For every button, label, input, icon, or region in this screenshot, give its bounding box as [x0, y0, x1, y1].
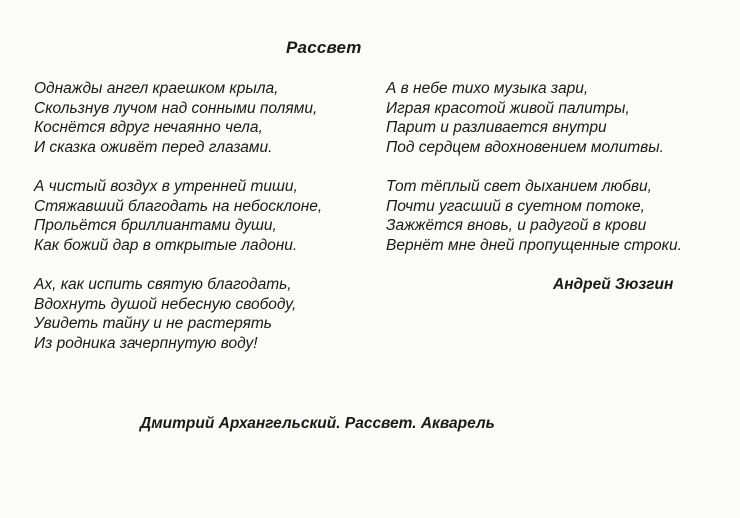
poem-line: Прольётся бриллиантами души,: [34, 217, 277, 235]
poem-line: А чистый воздух в утренней тиши,: [34, 177, 298, 195]
poem-line: Как божий дар в открытые ладони.: [34, 236, 298, 254]
stanza-2: [34, 177, 322, 255]
poem-line: Ах, как испить святую благодать,: [34, 275, 292, 293]
artwork-caption: Дмитрий Архангельский. Рассвет. Акварель: [140, 415, 495, 432]
poem-author: Андрей Зюзгин: [553, 276, 674, 293]
stanza-5: [386, 177, 682, 255]
poem-line: Коснётся вдруг нечаянно чела,: [34, 119, 263, 137]
poem-line: Зажжётся вновь, и радугой в крови: [386, 217, 647, 235]
stanza-4: [386, 79, 682, 157]
poem-line: Под сердцем вдохновением молитвы.: [386, 138, 664, 156]
poem-line: Однажды ангел краешком крыла,: [34, 80, 279, 97]
poem-line: Скользнув лучом над сонными полями,: [34, 99, 318, 117]
poem-line: Вернёт мне дней пропущенные строки.: [386, 236, 682, 254]
poem-right-column: [386, 79, 682, 255]
poem-line: Стяжавший благодать на небосклоне,: [34, 197, 323, 215]
stanza-3: [34, 275, 322, 353]
poem-line: Играя красотой живой палитры,: [386, 99, 630, 117]
stanza-1: [34, 79, 322, 157]
poem-line: Почти угасший в суетном потоке,: [386, 197, 645, 215]
poem-title: Рассвет: [286, 38, 362, 57]
poem-line: Тот тёплый свет дыханием любви,: [386, 177, 652, 195]
poem-line: А в небе тихо музыка зари,: [386, 80, 589, 97]
poem-line: Парит и разливается внутри: [386, 119, 607, 137]
poem-line: И сказка оживёт перед глазами.: [34, 138, 273, 156]
poem-line: Из родника зачерпнутую воду!: [34, 334, 258, 352]
poem-line: Вдохнуть душой небесную свободу,: [34, 295, 297, 313]
poem-left-column: [34, 79, 322, 353]
poem-line: Увидеть тайну и не растерять: [34, 315, 272, 333]
